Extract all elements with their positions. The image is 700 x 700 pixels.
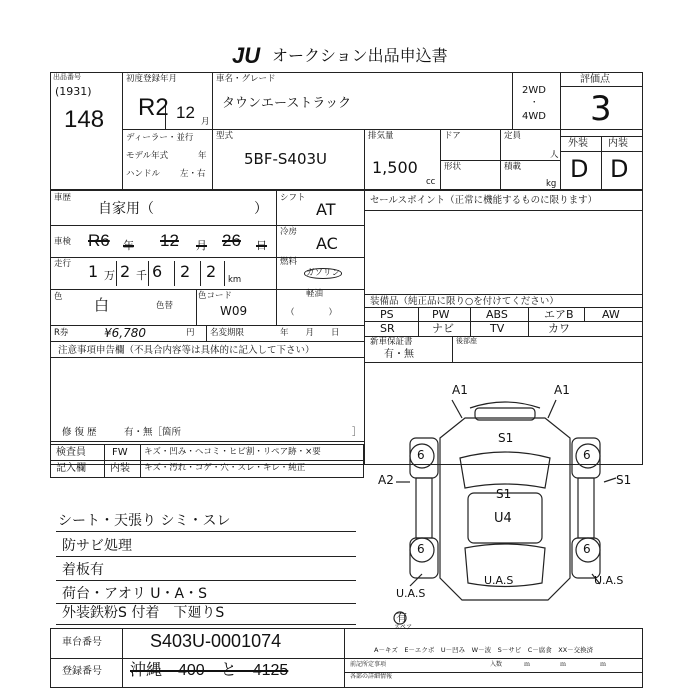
first-registration-month-unit: 月 [201, 117, 210, 127]
color-value: 白 [94, 296, 110, 314]
ju-logo: JU [232, 43, 261, 68]
recycle-label: R券 [54, 328, 69, 338]
mileage-label: 走行 [54, 259, 72, 269]
legend-cell-6: ｍ [600, 661, 607, 668]
equipment-pw: PW [432, 308, 450, 321]
interior-label: 内装 [608, 138, 628, 149]
fuel-diesel: 軽油 [306, 289, 324, 299]
color-label: 色 [54, 292, 63, 302]
warranty-value: 有・無 [384, 349, 414, 360]
equipment-aw: AW [602, 308, 620, 321]
handwritten-line-4: 荷台・アオリ U・A・S [62, 586, 208, 602]
car-name-label: 車名・グレード [216, 74, 276, 84]
lot-code-label: 出品番号 [53, 73, 81, 81]
handle-value: 左・右 [180, 169, 206, 179]
plate-label: 登録番号 [62, 666, 102, 677]
equipment-tv: TV [490, 322, 505, 335]
usage-value: 自家用（ [98, 201, 154, 217]
inspection-month: 12 [160, 231, 179, 250]
rating-value: 3 [590, 89, 612, 129]
shift-label: シフト [280, 193, 306, 203]
load-label: 積載 [504, 162, 522, 172]
displacement-value: 1,500 [372, 158, 418, 177]
first-registration-label: 初度登録年月 [126, 74, 178, 84]
mileage-digit-4: 6 [152, 262, 163, 281]
drive-2wd: 2WD [522, 85, 546, 96]
handwritten-line-5: 外装鉄粉S 付着 下廻りS [62, 605, 225, 621]
notes-label: 注意事項申告欄（不具合内容等は具体的に記入して下さい） [58, 345, 315, 356]
damage-legend: A－キズ E－エクボ U－凹み W－波 S－サビ C－腐食 XX－交換済 [374, 646, 594, 654]
chassis-number: S403U-0001074 [150, 631, 282, 651]
fuel-label: 燃料 [280, 257, 298, 267]
dealer-parallel-label: ディーラー・並行 [126, 133, 194, 143]
form-title: オークション出品申込書 [272, 46, 448, 65]
mileage-sen: 千 [136, 269, 147, 282]
diagram-label-uas-rear: U.A.S [484, 574, 514, 587]
diagram-label-s1-mid: S1 [496, 487, 512, 501]
check-int-items: キズ・汚れ・コゲ・穴・スレ・キレ・純正 [144, 463, 306, 473]
diagram-tire-fl: 6 [417, 448, 425, 462]
color-change-label: 色替 [156, 301, 174, 311]
mileage-digit-2: 2 [120, 262, 131, 281]
displacement-unit: cc [426, 177, 436, 187]
interior-grade: D [610, 155, 629, 183]
model-value: 5BF-S403U [244, 150, 328, 168]
equipment-label: 装備品（純正品に限り○を付けてください） [370, 296, 559, 307]
model-label: 型式 [216, 131, 234, 141]
recycle-value: ¥6,780 [104, 326, 146, 340]
diagram-tire-fr: 6 [583, 448, 591, 462]
handwritten-line-2: 防サビ処理 [62, 538, 132, 554]
legend-cell-2: 各部の詳細情報 [350, 673, 393, 680]
equipment-ps: PS [380, 308, 394, 321]
mileage-digit-5: 2 [180, 262, 191, 281]
legend-cell-1: 前記所定事項 [350, 661, 387, 668]
model-year-unit: 年 [198, 151, 207, 161]
legend-cell-4: ｍ [524, 661, 531, 668]
color-code: W09 [220, 304, 248, 318]
lot-code: (1931) [55, 85, 92, 98]
handwritten-line-3: 着板有 [62, 562, 104, 578]
diagram-label-s1-right: S1 [616, 473, 632, 487]
inspection-day-unit: 日 [256, 239, 267, 252]
rating-label: 評価点 [580, 74, 610, 85]
chassis-label: 車台番号 [62, 637, 102, 648]
color-code-label: 色コード [198, 291, 233, 301]
diagram-label-a1-left: A1 [452, 383, 468, 397]
capacity-label: 定員 [504, 131, 522, 141]
handwritten-line-1: シート・天張り シミ・スレ [58, 513, 231, 529]
car-name-value: タウンエーストラック [222, 96, 352, 111]
equipment-leather: カワ [548, 322, 570, 335]
handle-label: ハンドル [126, 169, 161, 179]
mileage-man: 万 [104, 269, 115, 282]
inspection-era: R6 [88, 231, 110, 250]
diagram-tire-rr: 6 [583, 542, 591, 556]
repair-history-close: ］ [352, 427, 362, 438]
diagram-spare-mark: 有 [396, 611, 407, 624]
first-registration-era-year: R2 [138, 94, 169, 121]
first-registration-month: 12 [176, 103, 195, 122]
cooling-value: AC [316, 234, 338, 253]
cooling-label: 冷房 [280, 227, 298, 237]
equipment-sr: SR [380, 322, 395, 335]
exterior-label: 外装 [568, 138, 588, 149]
entry-label: 記入欄 [56, 463, 86, 474]
load-unit: kg [546, 179, 557, 189]
displacement-label: 排気量 [368, 131, 394, 141]
inspection-era-unit: 年 [123, 239, 134, 252]
repair-history-value: 有・無［箇所 [124, 427, 182, 438]
equipment-abs: ABS [486, 308, 508, 321]
plate-number: 沖縄 400 と 4125 [130, 662, 289, 679]
mileage-unit: km [228, 275, 242, 285]
diagram-label-uas-left: U.A.S [396, 587, 426, 600]
shape-label: 形状 [444, 162, 462, 172]
check-fw-items: キズ・凹み・ヘコミ・ヒビ割・リペア跡・×要 [144, 447, 321, 457]
diagram-label-a1-right: A1 [554, 383, 570, 397]
legend-cell-5: ｍ [560, 661, 567, 668]
exterior-grade: D [570, 155, 589, 183]
inspection-day: 26 [222, 231, 241, 250]
usage-label: 車歴 [54, 193, 72, 203]
lot-number: 148 [64, 106, 105, 133]
door-label: ドア [444, 131, 461, 141]
inspector-label: 検査員 [56, 447, 86, 458]
sales-point-label: セールスポイント（正常に機能するものに限ります） [370, 195, 598, 206]
equipment-navi: ナビ [432, 322, 454, 335]
diagram-tire-rl: 6 [417, 542, 425, 556]
usage-close: ） [254, 201, 268, 217]
diagram-label-u4: U4 [494, 511, 512, 526]
fuel-gasoline: ガソリン [306, 268, 341, 278]
legend-cell-3: 入数 [490, 661, 503, 668]
inspection-month-unit: 月 [196, 239, 207, 252]
name-change-value: 年 月 日 [280, 328, 340, 338]
diagram-label-a2: A2 [378, 473, 394, 487]
recycle-unit: 円 [186, 328, 195, 338]
name-change-label: 名変期限 [210, 328, 245, 338]
warranty-label: 新車保証書 [370, 337, 413, 347]
mileage-digit-6: 2 [206, 262, 217, 281]
diagram-spare-label: スペア [394, 624, 413, 631]
fuel-other: （ ） [286, 308, 338, 318]
shift-value: AT [316, 200, 336, 219]
equipment-airbag: エアB [544, 308, 574, 321]
check-int: 内装 [110, 463, 130, 474]
rear-seat-label: 後部座 [456, 337, 477, 345]
model-year-label: モデル年式 [126, 151, 169, 161]
mileage-digit-1: 1 [88, 262, 99, 281]
repair-history-label: 修 復 歴 [62, 427, 97, 438]
drive-dot: ・ [530, 98, 539, 108]
check-fw: FW [112, 447, 128, 458]
diagram-label-uas-right: U.A.S [594, 574, 624, 587]
capacity-unit: 人 [550, 150, 559, 160]
inspection-label: 車検 [54, 237, 72, 247]
drive-4wd: 4WD [522, 111, 546, 122]
diagram-label-s1-top: S1 [498, 431, 514, 445]
